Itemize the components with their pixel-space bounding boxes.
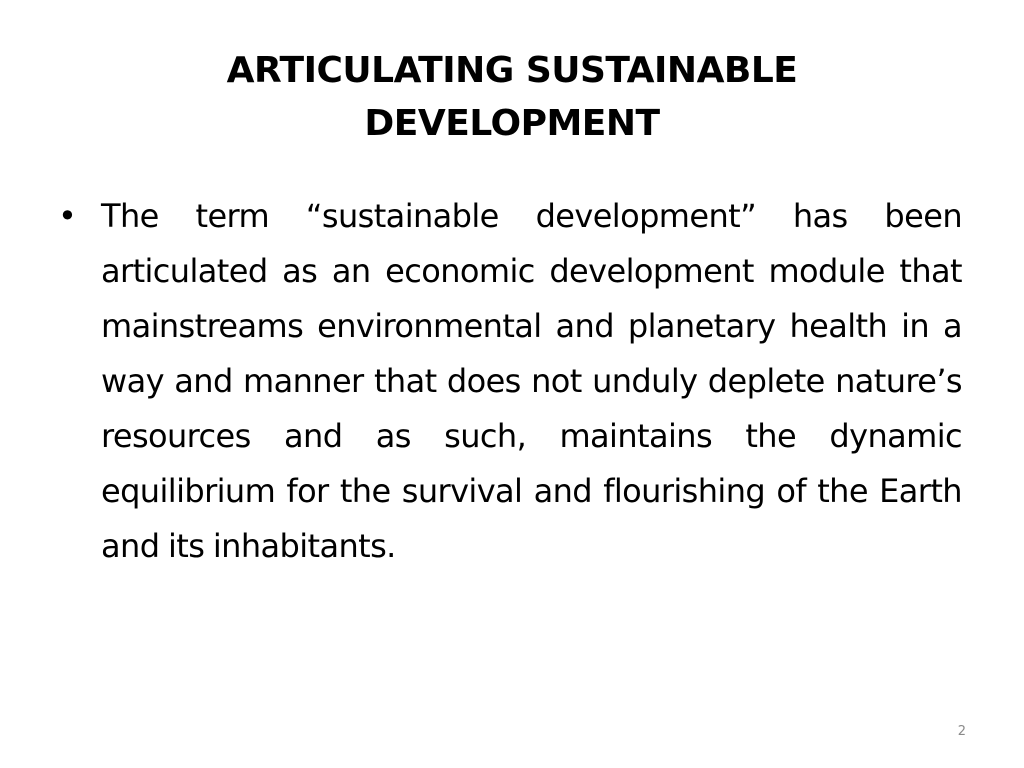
bullet-list (58, 189, 962, 574)
page-number: 2 (957, 724, 966, 739)
bullet-text: The term “sustainable development” has been articulated as an economic development module that mainstreams environmental and planetary health in a way and manner that does not unduly deplete nature’s resources and as such, maintains the dynamic equilibrium for the survival and flourishing of the Earth and its inhabitants. (101, 197, 962, 565)
list-item (58, 189, 962, 574)
bullet-marker-icon: • (58, 197, 77, 235)
slide-title: ARTICULATING SUSTAINABLE DEVELOPMENT (226, 50, 798, 144)
